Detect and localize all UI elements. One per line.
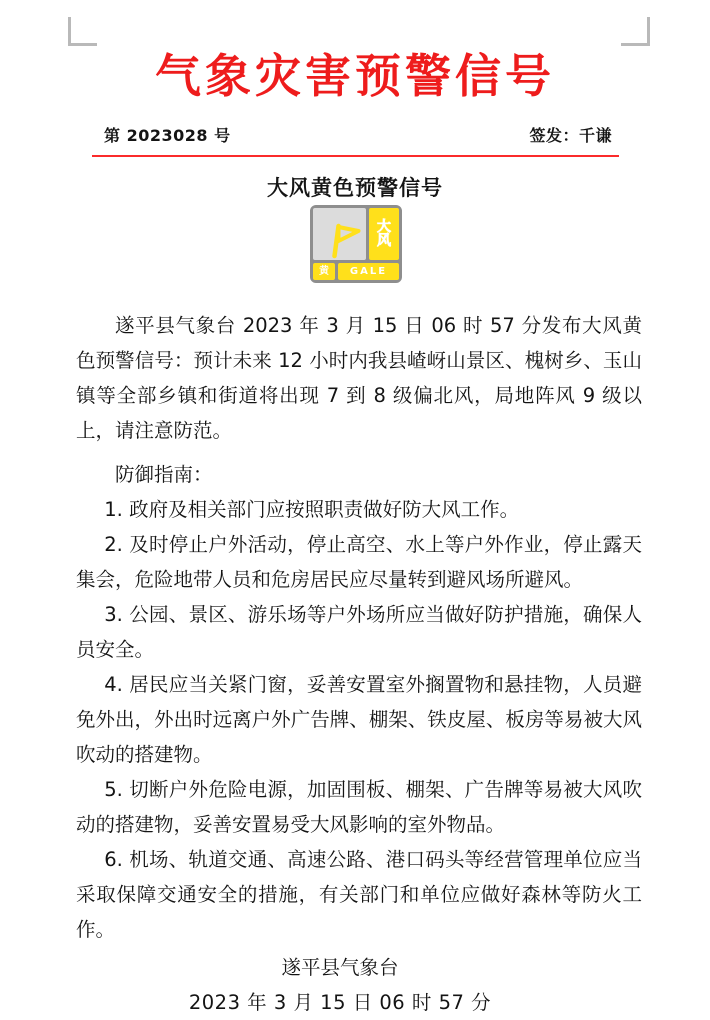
- header-meta-row: [104, 123, 612, 146]
- corner-mark-top-right: [621, 17, 650, 46]
- level-color-label: 黄: [313, 263, 335, 280]
- issuer-name: 遂平县气象台: [281, 956, 399, 979]
- wind-flag-icon: [313, 208, 366, 260]
- signer-label: 签发：千谦: [529, 126, 612, 145]
- issue-number: 第 2023028 号: [104, 126, 231, 145]
- guide-item-4: 4. 居民应当关紧门窗，妥善安置室外搁置物和悬挂物，人员避免外出，外出时远离户外广告牌、棚架、铁皮屋、板房等易被大风吹动的搭建物。: [76, 673, 642, 766]
- red-divider-rule: [92, 155, 619, 157]
- guide-item-6: 6. 机场、轨道交通、高速公路、港口码头等经营管理单位应当采取保障交通安全的措施，有关部门和单位应做好森林等防火工作。: [76, 848, 642, 941]
- gale-sign-top-row: [313, 208, 399, 260]
- guide-item-2: 2. 及时停止户外活动，停止高空、水上等户外作业，停止露天集会，危险地带人员和危房居民应尽量转到避风场所避风。: [76, 533, 642, 591]
- warning-subtitle: 大风黄色预警信号: [267, 176, 443, 200]
- hazard-char-2: 风: [377, 233, 391, 249]
- gale-sign-bottom-row: [313, 263, 399, 280]
- guide-item-1: 1. 政府及相关部门应按照职责做好防大风工作。: [104, 498, 520, 521]
- gale-warning-icon: [310, 205, 402, 283]
- guide-item-5: 5. 切断户外危险电源，加固围板、棚架、广告牌等易被大风吹动的搭建物，妥善安置易受大风影响的室外物品。: [76, 778, 642, 836]
- gale-sign-body: [310, 205, 402, 283]
- announcement-paragraph: 遂平县气象台 2023 年 3 月 15 日 06 时 57 分发布大风黄色预警信号：预计未来 12 小时内我县嵖岈山景区、槐树乡、玉山镇等全部乡镇和街道将出现 7 到 8 级偏北风，局地阵风 9 级以上，请注意防范。: [76, 314, 642, 442]
- issue-datetime: 2023 年 3 月 15 日 06 时 57 分: [188, 991, 492, 1014]
- hazard-name-english: GALE: [338, 263, 399, 280]
- guide-heading: 防御指南：: [115, 463, 213, 486]
- corner-mark-top-left: [68, 17, 97, 46]
- document-body: [76, 308, 642, 1020]
- hazard-name-chinese: [369, 208, 399, 260]
- document-title: 气象灾害预警信号: [155, 49, 555, 103]
- guide-item-3: 3. 公园、景区、游乐场等户外场所应当做好防护措施，确保人员安全。: [76, 603, 642, 661]
- hazard-char-1: 大: [377, 218, 391, 235]
